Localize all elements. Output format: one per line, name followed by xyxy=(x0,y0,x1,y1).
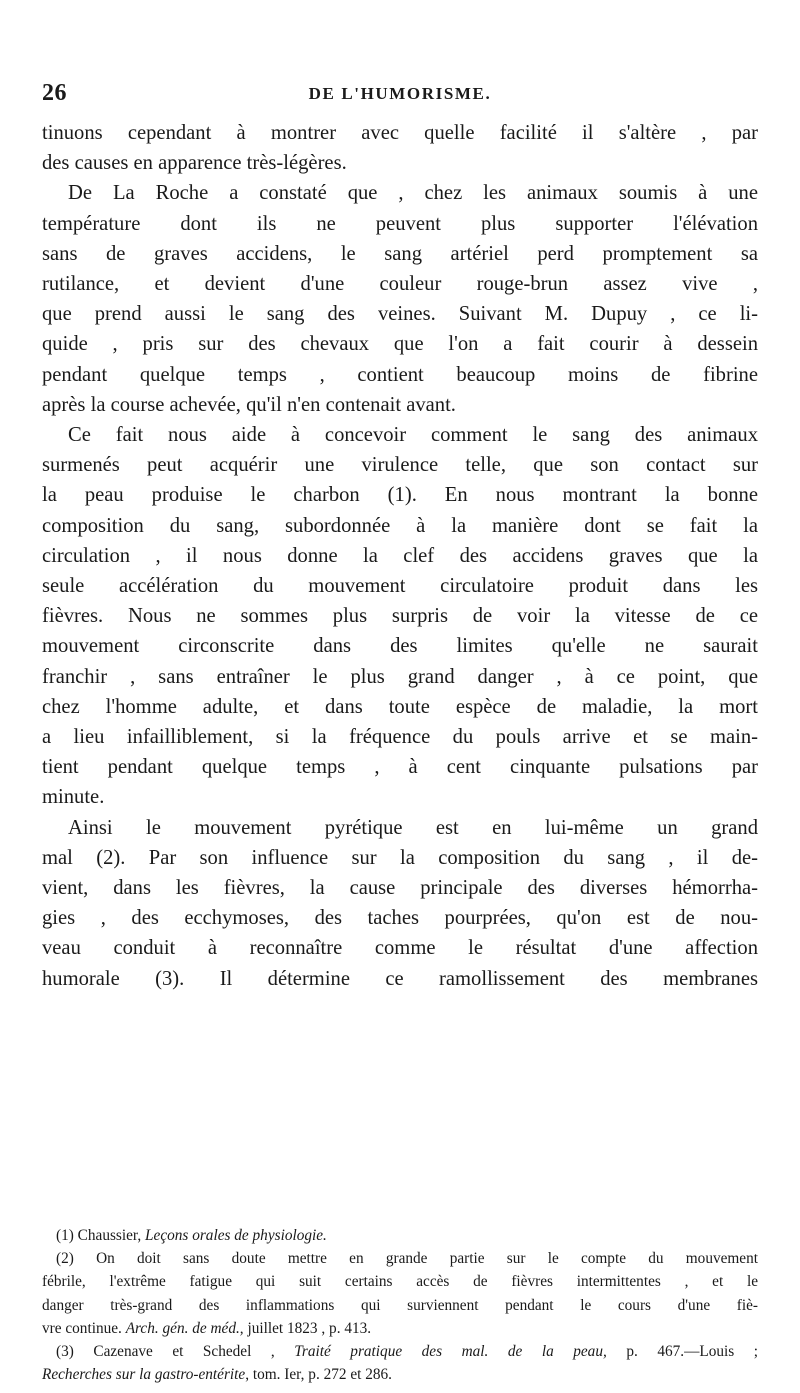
text-line: après la course achevée, qu'il n'en contenait avant. xyxy=(42,393,456,416)
footnote-2-line: (2) On doit sans doute mettre en grande partie sur le compte du mouvement xyxy=(56,1250,758,1268)
text-line: mouvement circonscrite dans des limites qu'elle ne saurait xyxy=(42,635,758,658)
text-line: Ainsi le mouvement pyrétique est en lui-même un grand xyxy=(68,816,758,839)
footnote-2-line: danger très-grand des inflammations qui surviennent pendant le cours d'une fiè- xyxy=(42,1296,758,1314)
text-line: température dont ils ne peuvent plus supporter l'élévation xyxy=(42,212,758,235)
text-line: Ce fait nous aide à concevoir comment le sang des animaux xyxy=(68,424,758,447)
text-line: rutilance, et devient d'une couleur rouge-brun assez vive , xyxy=(42,273,758,296)
text-line: mal (2). Par son influence sur la composition du sang , il de- xyxy=(42,846,758,869)
text-line: pendant quelque temps , contient beaucoup moins de fibrine xyxy=(42,363,758,386)
text-line: composition du sang, subordonnée à la manière dont se fait la xyxy=(42,514,758,537)
text-line: De La Roche a constaté que , chez les animaux soumis à une xyxy=(68,182,758,205)
text-line: surmenés peut acquérir une virulence telle, que son contact sur xyxy=(42,454,758,477)
text-line: des causes en apparence très-légères. xyxy=(42,152,347,175)
footnote-2-line: fébrile, l'extrême fatigue qui suit certains accès de fièvres intermittentes , et le xyxy=(42,1273,758,1291)
text-line: la peau produise le charbon (1). En nous montrant la bonne xyxy=(42,484,758,507)
text-line: seule accélération du mouvement circulatoire produit dans les xyxy=(42,575,758,598)
text-line: humorale (3). Il détermine ce ramollissement des membranes xyxy=(42,967,758,990)
text-line: vient, dans les fièvres, la cause principale des diverses hémorrha- xyxy=(42,877,758,900)
text-line: franchir , sans entraîner le plus grand danger , à ce point, que xyxy=(42,665,758,688)
text-line: chez l'homme adulte, et dans toute espèce de maladie, la mort xyxy=(42,695,758,718)
footnote-2-line: vre continue. Arch. gén. de méd., juillet 1823 , p. 413. xyxy=(42,1319,372,1337)
text-line: sans de graves accidens, le sang artériel perd promptement sa xyxy=(42,242,758,265)
text-line: fièvres. Nous ne sommes plus surpris de voir la vitesse de ce xyxy=(42,605,758,628)
footnotes xyxy=(42,1224,758,1386)
text-line: quide , pris sur des chevaux que l'on a fait courir à dessein xyxy=(42,333,758,356)
footnote-3: (3) Cazenave et Schedel , Traité pratique des mal. de la peau, p. 467.—Louis ; xyxy=(56,1343,759,1361)
text-line: minute. xyxy=(42,786,105,809)
page-header xyxy=(42,80,758,110)
text-line: veau conduit à reconnaître comme le résultat d'une affection xyxy=(42,937,758,960)
text-line: tient pendant quelque temps , à cent cinquante pulsations par xyxy=(42,756,758,779)
body-text xyxy=(42,118,758,994)
text-line: tinuons cependant à montrer avec quelle facilité il s'altère , par xyxy=(42,122,758,144)
text-line: a lieu infailliblement, si la fréquence du pouls arrive et se main- xyxy=(42,726,758,749)
text-line: que prend aussi le sang des veines. Suivant M. Dupuy , ce li- xyxy=(42,303,758,326)
footnote-3-line: Recherches sur la gastro-entérite, tom. Ier, p. 272 et 286. xyxy=(42,1366,393,1384)
text-line: gies , des ecchymoses, des taches pourprées, qu'on est de nou- xyxy=(42,907,758,930)
page-number: 26 xyxy=(42,80,67,106)
running-title: DE L'HUMORISME. xyxy=(308,84,492,103)
footnote-1: (1) Chaussier, Leçons orales de physiologie. xyxy=(56,1227,327,1244)
text-line: circulation , il nous donne la clef des accidens graves que la xyxy=(42,544,758,567)
